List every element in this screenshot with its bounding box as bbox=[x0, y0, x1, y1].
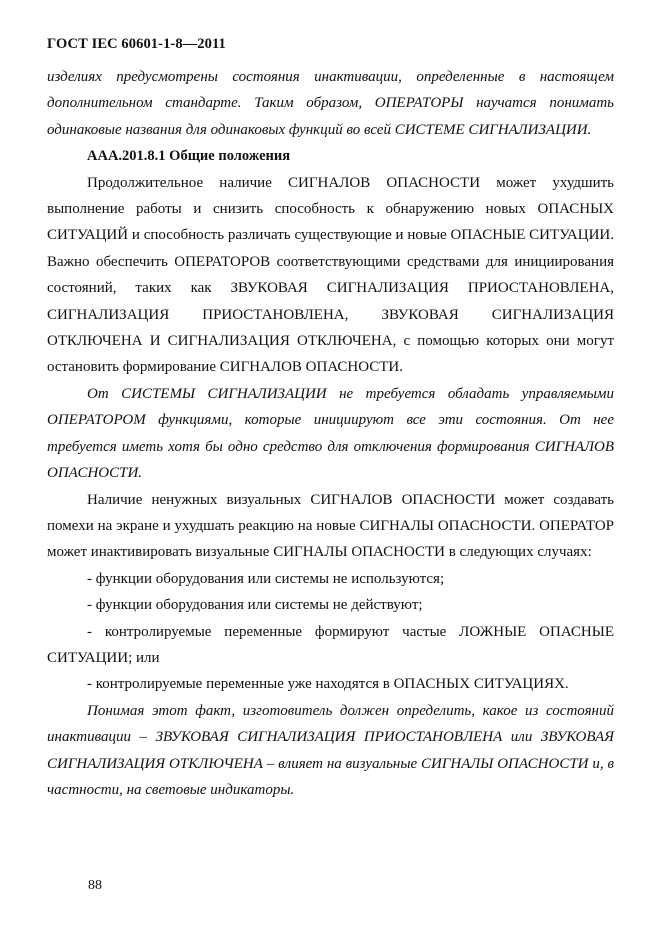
document-body bbox=[47, 64, 614, 803]
list-item: - функции оборудования или системы не действуют; bbox=[87, 597, 423, 614]
page-number: 88 bbox=[88, 878, 102, 893]
paragraph-manufacturer-note: Понимая этот факт, изготовитель должен определить, какое из состояний инактивации – ЗВУКОВАЯ СИГНАЛИЗАЦИЯ ПРИОСТАНОВЛЕНА или ЗВУКОВАЯ СИГНАЛИЗАЦИЯ ОТКЛЮЧЕНА – влияет на визуальные СИГНАЛЫ ОПАСНОСТИ и, в частности, на световые индикаторы. bbox=[47, 702, 614, 798]
list-item: - контролируемые переменные формируют частые ЛОЖНЫЕ ОПАСНЫЕ СИТУАЦИИ; или bbox=[47, 623, 614, 666]
paragraph-visual-signals: Наличие ненужных визуальных СИГНАЛОВ ОПАСНОСТИ может создавать помехи на экране и ухудшать реакцию на новые СИГНАЛЫ ОПАСНОСТИ. ОПЕРАТОР может инактивировать визуальные СИГНАЛЫ ОПАСНОСТИ в следующих случаях: bbox=[47, 491, 614, 561]
paragraph-alarm-signals: Продолжительное наличие СИГНАЛОВ ОПАСНОСТИ может ухудшить выполнение работы и снизить способность к обнаружению новых ОПАСНЫХ СИТУАЦИЙ и способность различать существующие и новые ОПАСНЫЕ СИТУАЦИИ. Важно обеспечить ОПЕРАТОРОВ соответствующими средствами для инициирования состояний, таких как ЗВУКОВАЯ СИГНАЛИЗАЦИЯ ПРИОСТАНОВЛЕНА, СИГНАЛИЗАЦИЯ ПРИОСТАНОВЛЕНА, ЗВУКОВАЯ СИГНАЛИЗАЦИЯ ОТКЛЮЧЕНА И СИГНАЛИЗАЦИЯ ОТКЛЮЧЕНА, с помощью которых они могут остановить формирование СИГНАЛОВ ОПАСНОСТИ. bbox=[47, 174, 614, 376]
list-item: - функции оборудования или системы не используются; bbox=[87, 570, 445, 587]
paragraph-continuation: изделиях предусмотрены состояния инактивации, определенные в настоящем дополнительном стандарте. Таким образом, ОПЕРАТОРЫ научатся понимать одинаковые названия для одинаковых функций во всей СИСТЕМЕ СИГНАЛИЗАЦИИ. bbox=[47, 69, 614, 138]
section-heading: ААА.201.8.1 Общие положения bbox=[87, 148, 291, 165]
standard-header: ГОСТ IEC 60601-1-8—2011 bbox=[47, 36, 226, 52]
list-item: - контролируемые переменные уже находятся в ОПАСНЫХ СИТУАЦИЯХ. bbox=[87, 676, 569, 693]
paragraph-alarm-system-requirement: От СИСТЕМЫ СИГНАЛИЗАЦИИ не требуется обладать управляемыми ОПЕРАТОРОМ функциями, которые инициируют все эти состояния. От нее требуется иметь хотя бы одно средство для отключения формирования СИГНАЛОВ ОПАСНОСТИ. bbox=[47, 385, 614, 482]
